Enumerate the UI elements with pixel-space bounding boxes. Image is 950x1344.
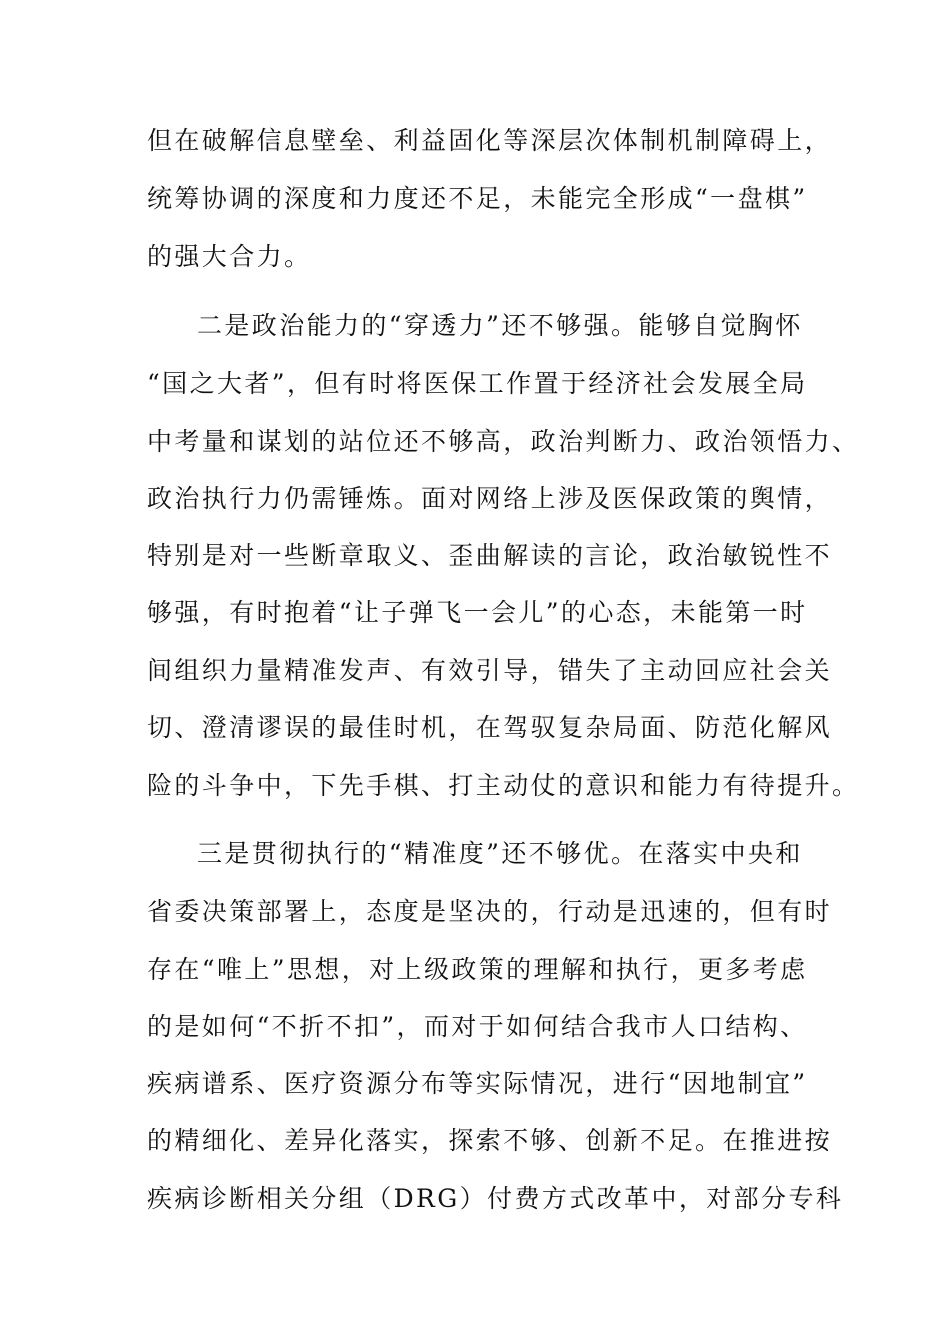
text-line: 切、澄清谬误的最佳时机，在驾驭复杂局面、防范化解风 — [147, 713, 833, 742]
text-line: 的强大合力。 — [147, 242, 312, 271]
text-line: 统筹协调的深度和力度还不足，未能完全形成“一盘棋” — [147, 184, 808, 213]
paragraph-two-first-line: 二是政治能力的“穿透力”还不够强。能够自觉胸怀 — [197, 311, 803, 340]
text-line: 存在“唯上”思想，对上级政策的理解和执行，更多考虑 — [147, 955, 808, 984]
text-line: 间组织力量精准发声、有效引导，错失了主动回应社会关 — [147, 656, 833, 685]
text-line: 疾病谱系、医疗资源分布等实际情况，进行“因地制宜” — [147, 1069, 808, 1098]
text-line: 的是如何“不折不扣”，而对于如何结合我市人口结构、 — [147, 1012, 808, 1041]
text-line: 中考量和谋划的站位还不够高，政治判断力、政治领悟力、 — [147, 427, 860, 456]
text-line: 但在破解信息壁垒、利益固化等深层次体制机制障碍上， — [147, 126, 833, 155]
text-line: 政治执行力仍需锤炼。面对网络上涉及医保政策的舆情， — [147, 484, 833, 513]
text-line: 险的斗争中，下先手棋、打主动仗的意识和能力有待提升。 — [147, 771, 860, 800]
text-line: 疾病诊断相关分组（DRG）付费方式改革中，对部分专科 — [147, 1184, 844, 1213]
text-line: 够强，有时抱着“让子弹飞一会儿”的心态，未能第一时 — [147, 598, 808, 627]
text-line: 特别是对一些断章取义、歪曲解读的言论，政治敏锐性不 — [147, 541, 833, 570]
text-line: 的精细化、差异化落实，探索不够、创新不足。在推进按 — [147, 1126, 833, 1155]
paragraph-three-first-line: 三是贯彻执行的“精准度”还不够优。在落实中央和 — [197, 839, 803, 868]
text-line: “国之大者”，但有时将医保工作置于经济社会发展全局 — [147, 369, 808, 398]
text-line: 省委决策部署上，态度是坚决的，行动是迅速的，但有时 — [147, 897, 833, 926]
